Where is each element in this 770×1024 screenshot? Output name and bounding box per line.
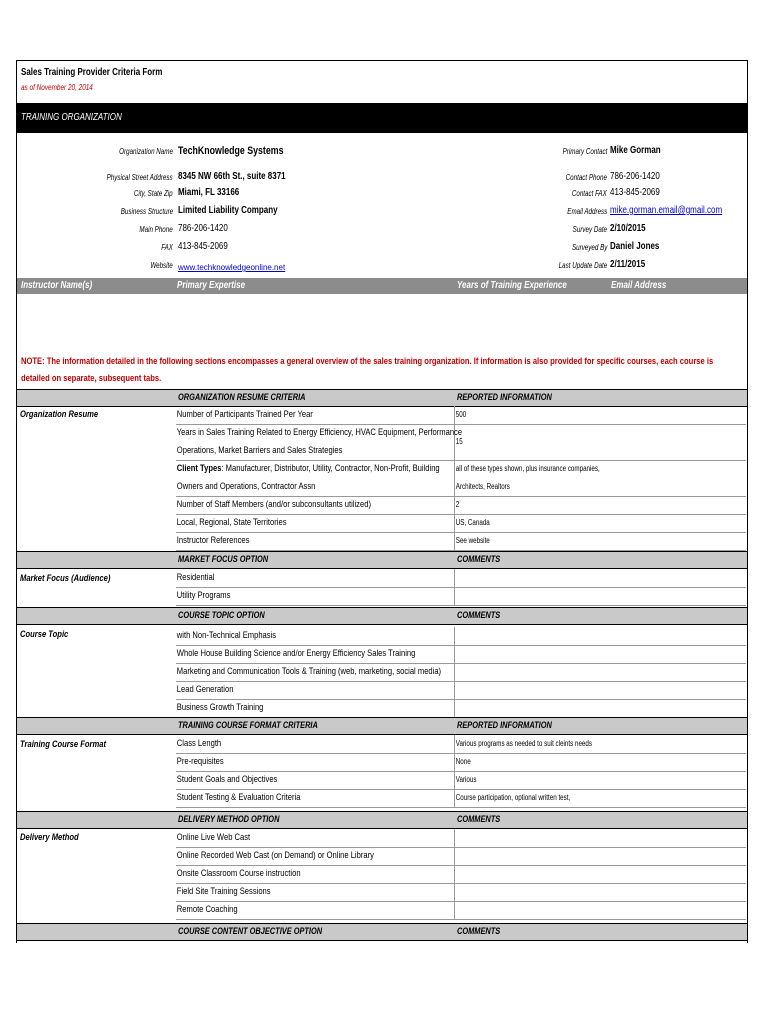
criteria-text: Utility Programs <box>176 590 231 601</box>
info-header: COMMENTS <box>457 610 501 621</box>
org-label: Website <box>150 261 173 270</box>
org-label: Business Structure <box>120 207 173 216</box>
info-text: all of these types shown, plus insurance companies, <box>455 464 600 473</box>
criteria-text: with Non-Technical Emphasis <box>176 630 277 641</box>
table-row <box>176 699 746 718</box>
criteria-text: Lead Generation <box>176 684 234 695</box>
section-title: TRAINING ORGANIZATION <box>21 112 122 123</box>
criteria-text: Student Goals and Objectives <box>176 774 278 785</box>
criteria-text: Client Types: Manufacturer, Distributor, Utility, Contractor, Non-Profit, Building <box>176 463 440 474</box>
criteria-cell <box>176 569 455 587</box>
info-cell[interactable] <box>455 829 745 847</box>
criteria-text: Number of Participants Trained Per Year <box>176 409 313 420</box>
info-cell[interactable] <box>455 865 745 883</box>
org-label: Organization Name <box>119 147 173 156</box>
table-row <box>176 789 746 808</box>
table-row <box>176 735 746 754</box>
table-row <box>176 663 746 682</box>
info-cell[interactable] <box>455 496 745 514</box>
criteria-cell <box>176 753 455 771</box>
table-row <box>176 460 746 497</box>
table-row <box>176 406 746 425</box>
email-link[interactable]: mike.gorman.email@gmail.com <box>610 205 723 216</box>
criteria-cell <box>176 847 455 865</box>
criteria-cell <box>176 681 455 699</box>
info-cell[interactable] <box>455 406 745 424</box>
section-header-resume <box>17 389 747 407</box>
info-text: 2 <box>455 500 460 509</box>
table-row <box>176 753 746 772</box>
contact-label: Surveyed By <box>571 243 607 252</box>
org-label: FAX <box>161 243 173 252</box>
instructor-header-bar <box>17 278 747 294</box>
info-header: REPORTED INFORMATION <box>457 720 552 731</box>
info-cell[interactable] <box>455 753 745 771</box>
org-value: Limited Liability Company <box>178 205 278 216</box>
table-row <box>176 424 746 461</box>
info-text: None <box>455 757 471 766</box>
info-header: COMMENTS <box>457 814 501 825</box>
website-link[interactable]: www.techknowledgeonline.net <box>178 263 286 272</box>
criteria-text: Marketing and Communication Tools & Training (web, marketing, social media) <box>176 666 442 677</box>
info-header: REPORTED INFORMATION <box>457 392 552 403</box>
criteria-text: Local, Regional, State Territories <box>176 517 287 528</box>
section-header-topic <box>17 607 747 625</box>
criteria-cell <box>176 789 455 807</box>
criteria-header: COURSE TOPIC OPTION <box>178 610 265 621</box>
criteria-cell <box>176 699 455 717</box>
table-row <box>176 681 746 700</box>
criteria-header: ORGANIZATION RESUME CRITERIA <box>178 392 306 403</box>
org-label: Physical Street Address <box>106 173 173 182</box>
section-header-market <box>17 551 747 569</box>
org-value: 8345 NW 66th St., suite 8371 <box>178 171 286 182</box>
info-text: US, Canada <box>455 518 490 527</box>
group-label: Delivery Method <box>20 832 79 843</box>
criteria-header: COURSE CONTENT OBJECTIVE OPTION <box>178 926 323 937</box>
group-label: Course Topic <box>20 629 69 640</box>
info-cell[interactable] <box>455 569 745 587</box>
criteria-text: Online Live Web Cast <box>176 832 251 843</box>
info-cell[interactable] <box>455 587 745 605</box>
contact-label: Email Address <box>567 207 607 216</box>
criteria-text: Student Testing & Evaluation Criteria <box>176 792 301 803</box>
note-text: NOTE: The information detailed in the following sections encompasses a general overview of the sales training organization. If information is also provided for specific courses, each course is detailed on separate, subsequent tabs. <box>21 356 714 384</box>
table-row <box>176 645 746 664</box>
form-subtitle: as of November 20, 2014 <box>21 83 93 92</box>
years-experience-header: Years of Training Experience <box>457 280 567 291</box>
table-row <box>176 901 746 920</box>
criteria-cell <box>176 645 455 663</box>
criteria-header: MARKET FOCUS OPTION <box>178 554 269 565</box>
criteria-text: Instructor References <box>176 535 250 546</box>
table-row <box>176 829 746 848</box>
section-header-format <box>17 717 747 735</box>
group-label: Organization Resume <box>20 409 99 420</box>
criteria-cell <box>176 735 455 753</box>
info-cell[interactable] <box>455 901 745 919</box>
criteria-cell <box>176 514 455 532</box>
info-cell[interactable] <box>455 663 745 681</box>
criteria-cell <box>176 865 455 883</box>
org-value: TechKnowledge Systems <box>178 145 284 157</box>
group-label: Training Course Format <box>20 739 107 750</box>
table-row <box>176 514 746 533</box>
contact-label: Primary Contact <box>562 147 607 156</box>
info-text: 500 <box>455 410 467 419</box>
contact-label: Survey Date <box>572 225 607 234</box>
info-cell[interactable] <box>455 789 745 807</box>
criteria-header: DELIVERY METHOD OPTION <box>178 814 280 825</box>
criteria-text: Years in Sales Training Related to Energy Efficiency, HVAC Equipment, Performance <box>176 427 463 438</box>
criteria-cell <box>176 901 455 919</box>
email-address-header: Email Address <box>611 280 667 291</box>
criteria-cell <box>176 460 455 496</box>
criteria-header: TRAINING COURSE FORMAT CRITERIA <box>178 720 318 731</box>
contact-value: 413-845-2069 <box>610 187 660 198</box>
form-title: Sales Training Provider Criteria Form <box>21 67 163 78</box>
contact-label: Contact Phone <box>565 173 607 182</box>
criteria-cell <box>176 587 455 605</box>
criteria-text: Online Recorded Web Cast (on Demand) or Online Library <box>176 850 374 861</box>
table-row <box>176 847 746 866</box>
criteria-cell <box>176 771 455 789</box>
info-cell[interactable] <box>455 847 745 865</box>
criteria-cell <box>176 406 455 424</box>
contact-value: 786-206-1420 <box>610 171 660 182</box>
info-cell[interactable] <box>455 460 745 496</box>
info-cell[interactable] <box>455 699 745 717</box>
table-row <box>176 627 746 646</box>
org-value: 413-845-2069 <box>178 241 228 252</box>
table-row <box>176 569 746 588</box>
criteria-text: Residential <box>176 572 215 583</box>
info-text: Course participation, optional written test, <box>455 793 571 802</box>
criteria-form <box>16 60 748 943</box>
criteria-text: Whole House Building Science and/or Energy Efficiency Sales Training <box>176 648 416 659</box>
info-cell[interactable] <box>455 883 745 901</box>
table-row <box>176 587 746 606</box>
criteria-cell <box>176 532 455 550</box>
info-header: COMMENTS <box>457 926 501 937</box>
info-text: Architects, Realtors <box>455 482 510 491</box>
org-value: Miami, FL 33166 <box>178 187 240 198</box>
info-cell[interactable] <box>455 735 745 753</box>
contact-value: 2/10/2015 <box>610 223 646 234</box>
criteria-text: Owners and Operations, Contractor Assn <box>176 481 316 492</box>
info-cell[interactable] <box>455 681 745 699</box>
criteria-text: Business Growth Training <box>176 702 264 713</box>
info-header: COMMENTS <box>457 554 501 565</box>
training-organization-bar <box>17 103 747 133</box>
info-cell[interactable] <box>455 424 745 460</box>
instructor-name-header: Instructor Name(s) <box>21 280 93 291</box>
criteria-cell <box>176 829 455 847</box>
primary-expertise-header: Primary Expertise <box>177 280 246 291</box>
contact-label: Last Update Date <box>558 261 607 270</box>
criteria-cell <box>176 496 455 514</box>
section-header-delivery <box>17 811 747 829</box>
info-cell[interactable] <box>455 514 745 532</box>
org-value: 786-206-1420 <box>178 223 228 234</box>
table-row <box>176 496 746 515</box>
criteria-cell <box>176 883 455 901</box>
criteria-text: Remote Coaching <box>176 904 238 915</box>
criteria-cell <box>176 627 455 645</box>
criteria-text: Onsite Classroom Course instruction <box>176 868 301 879</box>
criteria-cell <box>176 663 455 681</box>
contact-label: Contact FAX <box>572 189 607 198</box>
criteria-text: Operations, Market Barriers and Sales Strategies <box>176 445 343 456</box>
contact-value: 2/11/2015 <box>610 259 646 270</box>
table-row <box>176 865 746 884</box>
criteria-text: Field Site Training Sessions <box>176 886 271 897</box>
criteria-text: Class Length <box>176 738 222 749</box>
info-cell[interactable] <box>455 627 745 645</box>
contact-value: Mike Gorman <box>610 145 661 156</box>
info-text: 15 <box>455 437 463 446</box>
section-header-content <box>17 923 747 941</box>
info-cell[interactable] <box>455 532 745 550</box>
table-row <box>176 771 746 790</box>
table-row <box>176 883 746 902</box>
criteria-text: Number of Staff Members (and/or subconsultants utilized) <box>176 499 371 510</box>
info-text: Various programs as needed to suit cleints needs <box>455 739 592 748</box>
info-text: Various <box>455 775 477 784</box>
info-cell[interactable] <box>455 645 745 663</box>
info-text: See website <box>455 536 490 545</box>
info-cell[interactable] <box>455 771 745 789</box>
group-label: Market Focus (Audience) <box>20 573 111 584</box>
criteria-text: Pre-requisites <box>176 756 224 767</box>
org-label: City, State Zip <box>134 189 173 198</box>
contact-value: Daniel Jones <box>610 241 660 252</box>
org-label: Main Phone <box>139 225 173 234</box>
table-row <box>176 532 746 551</box>
